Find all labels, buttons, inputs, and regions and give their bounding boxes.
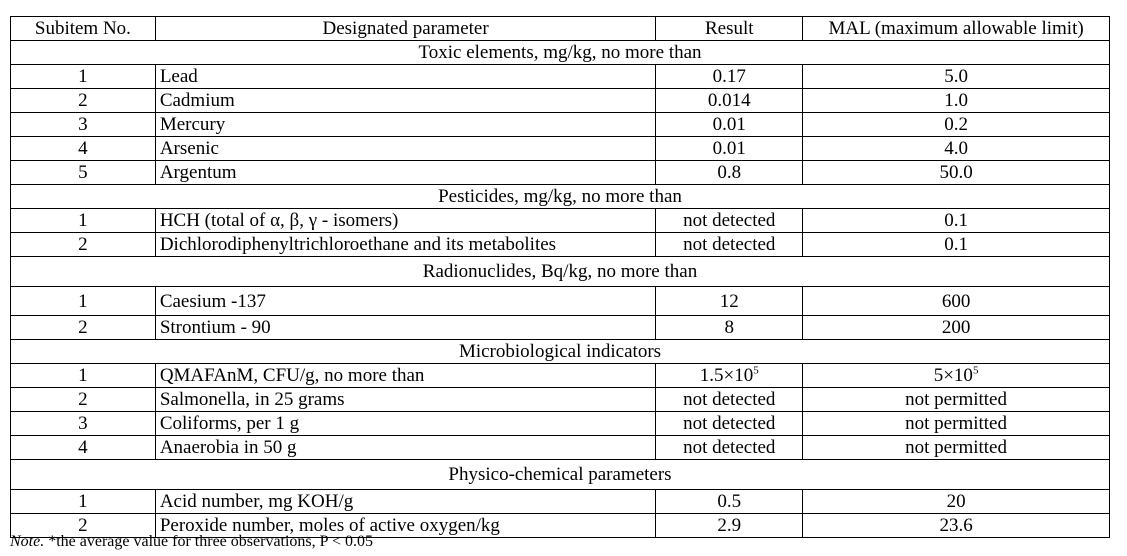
- note-text: *the average value for three observations, P < 0.05: [44, 533, 373, 550]
- cell-result: not detected: [656, 412, 803, 436]
- parameters-table: [10, 16, 1110, 538]
- cell-parameter: Arsenic: [155, 137, 656, 161]
- cell-mal: 200: [803, 316, 1110, 340]
- cell-result: 0.8: [656, 161, 803, 185]
- group-title: Microbiological indicators: [11, 340, 1110, 364]
- mal-exponent: 5: [972, 364, 979, 377]
- cell-subitem: 3: [11, 412, 156, 436]
- cell-subitem: 2: [11, 316, 156, 340]
- cell-subitem: 2: [11, 388, 156, 412]
- cell-result: 0.5: [656, 490, 803, 514]
- table-row: [11, 209, 1110, 233]
- result-base: 1.5×10: [699, 365, 754, 386]
- cell-result: 2.9: [656, 514, 803, 538]
- cell-subitem: 4: [11, 436, 156, 460]
- cell-result: not detected: [656, 436, 803, 460]
- cell-parameter: Mercury: [155, 113, 656, 137]
- mal-base: 5×10: [933, 365, 973, 386]
- group-title: Toxic elements, mg/kg, no more than: [11, 41, 1110, 65]
- cell-result: not detected: [656, 388, 803, 412]
- cell-mal: 0.2: [803, 113, 1110, 137]
- group-title: Radionuclides, Bq/kg, no more than: [11, 257, 1110, 287]
- table-row: [11, 388, 1110, 412]
- cell-mal: not permitted: [803, 412, 1110, 436]
- table-row: [11, 113, 1110, 137]
- header-row: [11, 17, 1110, 41]
- cell-subitem: 1: [11, 490, 156, 514]
- cell-parameter: QMAFAnM, CFU/g, no more than: [155, 364, 656, 388]
- cell-parameter: Argentum: [155, 161, 656, 185]
- cell-mal: 0.1: [803, 233, 1110, 257]
- cell-parameter: Coliforms, per 1 g: [155, 412, 656, 436]
- cell-parameter: Peroxide number, moles of active oxygen/kg: [155, 514, 656, 538]
- cell-subitem: 2: [11, 514, 156, 538]
- cell-result: 0.17: [656, 65, 803, 89]
- table-row: [11, 137, 1110, 161]
- cell-subitem: 5: [11, 161, 156, 185]
- header-subitem: Subitem No.: [11, 17, 156, 41]
- cell-result: not detected: [656, 209, 803, 233]
- cell-subitem: 2: [11, 233, 156, 257]
- cell-mal: [803, 364, 1110, 388]
- cell-subitem: 2: [11, 89, 156, 113]
- group-title: Pesticides, mg/kg, no more than: [11, 185, 1110, 209]
- group-row-radionuclides: [11, 257, 1110, 287]
- cell-mal: not permitted: [803, 436, 1110, 460]
- group-row-toxic-elements: [11, 41, 1110, 65]
- cell-subitem: 4: [11, 137, 156, 161]
- header-result: Result: [656, 17, 803, 41]
- cell-result: 0.01: [656, 137, 803, 161]
- table-row: [11, 364, 1110, 388]
- cell-parameter: Lead: [155, 65, 656, 89]
- table-row: [11, 89, 1110, 113]
- cell-result: 12: [656, 287, 803, 316]
- table-row: [11, 436, 1110, 460]
- cell-subitem: 1: [11, 209, 156, 233]
- table-row: [11, 161, 1110, 185]
- cell-subitem: 3: [11, 113, 156, 137]
- cell-parameter: HCH (total of α, β, γ - isomers): [155, 209, 656, 233]
- cell-mal: 0.1: [803, 209, 1110, 233]
- header-mal: MAL (maximum allowable limit): [803, 17, 1110, 41]
- table-row: [11, 65, 1110, 89]
- cell-subitem: 1: [11, 287, 156, 316]
- table-row: [11, 490, 1110, 514]
- cell-parameter: Caesium -137: [155, 287, 656, 316]
- note-label: Note.: [10, 533, 45, 550]
- cell-result: not detected: [656, 233, 803, 257]
- cell-parameter: Strontium - 90: [155, 316, 656, 340]
- cell-parameter: Cadmium: [155, 89, 656, 113]
- table-row: [11, 233, 1110, 257]
- cell-mal: 600: [803, 287, 1110, 316]
- table-row: [11, 287, 1110, 316]
- group-row-microbiological: [11, 340, 1110, 364]
- cell-subitem: 1: [11, 65, 156, 89]
- cell-parameter: Salmonella, in 25 grams: [155, 388, 656, 412]
- cell-parameter: Anaerobia in 50 g: [155, 436, 656, 460]
- group-title: Physico-chemical parameters: [11, 460, 1110, 490]
- cell-mal: 4.0: [803, 137, 1110, 161]
- cell-mal: 23.6: [803, 514, 1110, 538]
- cell-subitem: 1: [11, 364, 156, 388]
- cell-result: 0.014: [656, 89, 803, 113]
- table-note: [10, 533, 373, 551]
- header-parameter: Designated parameter: [155, 17, 656, 41]
- cell-result: 8: [656, 316, 803, 340]
- cell-parameter: Dichlorodiphenyltrichloroethane and its metabolites: [155, 233, 656, 257]
- cell-mal: 50.0: [803, 161, 1110, 185]
- table-row: [11, 316, 1110, 340]
- cell-result: 0.01: [656, 113, 803, 137]
- table-row: [11, 412, 1110, 436]
- cell-mal: 1.0: [803, 89, 1110, 113]
- result-exponent: 5: [753, 364, 759, 377]
- cell-mal: not permitted: [803, 388, 1110, 412]
- group-row-physico-chemical: [11, 460, 1110, 490]
- cell-result: [656, 364, 803, 388]
- group-row-pesticides: [11, 185, 1110, 209]
- cell-mal: 20: [803, 490, 1110, 514]
- cell-parameter: Acid number, mg KOH/g: [155, 490, 656, 514]
- cell-mal: 5.0: [803, 65, 1110, 89]
